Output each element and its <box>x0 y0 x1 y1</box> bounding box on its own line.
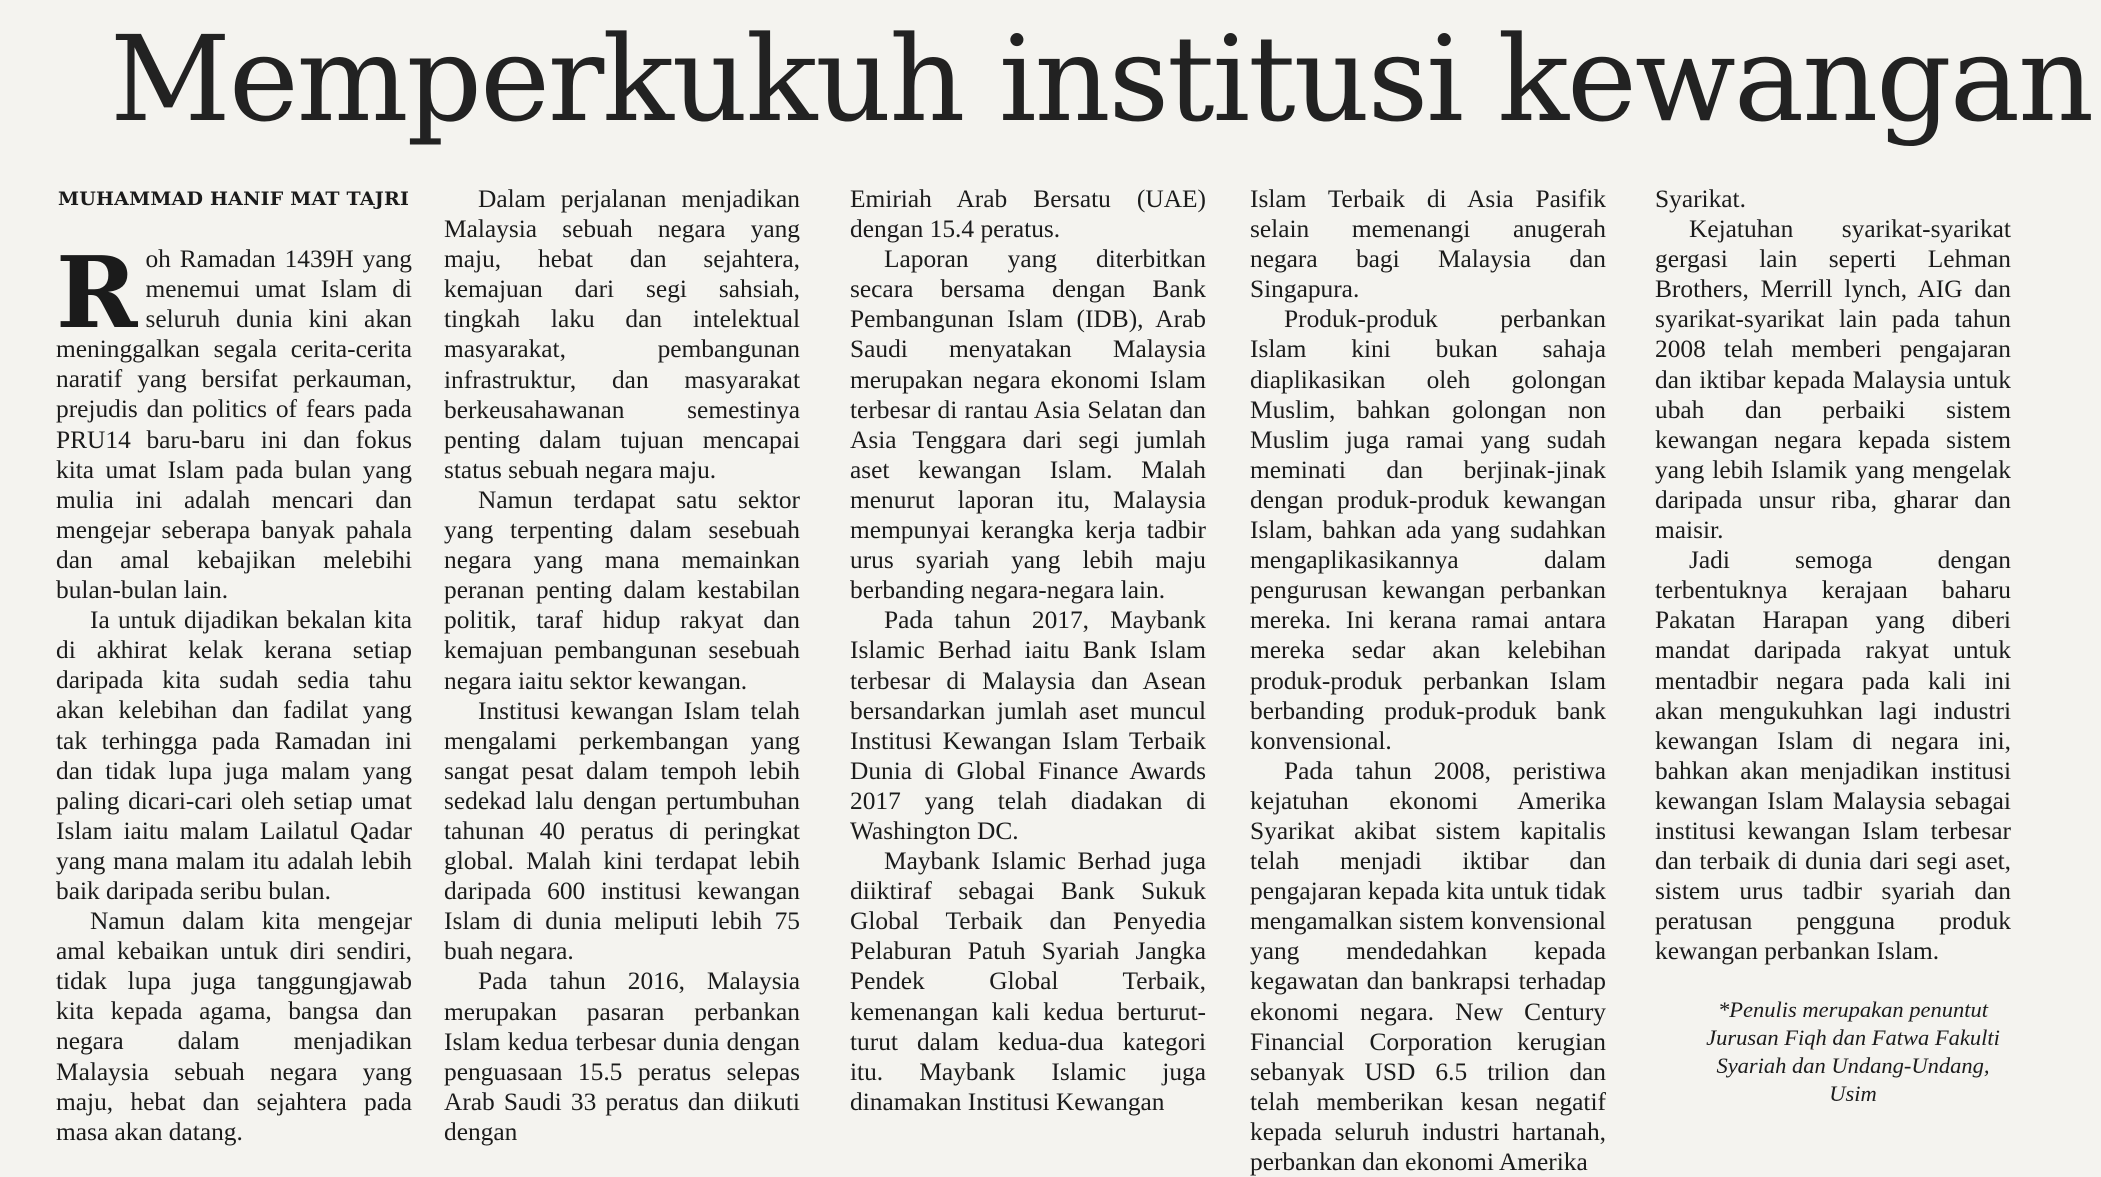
paragraph: Syarikat. <box>1655 185 1746 213</box>
byline: MUHAMMAD HANIF MAT TAJRI <box>58 188 410 210</box>
paragraph: Emiriah Arab Bersatu (UAE) dengan 15.4 peratus. <box>850 185 1206 244</box>
paragraph: Maybank Islamic Berhad juga diiktiraf sebagai Bank Sukuk Global Terbaik dan Penyedia Pelaburan Patuh Syariah Jangka Pendek Global Terbaik, kemenangan kali kedua berturut-turut dalam kedua-dua kategori itu. Maybank Islamic juga dinamakan Institusi Kewangan <box>850 847 1206 1116</box>
column-5 <box>1655 184 2011 966</box>
paragraph: Islam Terbaik di Asia Pasifik selain memenangi anugerah negara bagi Malaysia dan Singapura. <box>1250 185 1606 304</box>
paragraph: Dalam perjalanan menjadikan Malaysia sebuah negara yang maju, hebat dan sejahtera, kemajuan dari segi sahsiah, tingkah laku dan intelektual masyarakat, pembangunan infrastruktur, dan masyarakat berkeusahawanan semestinya penting dalam tujuan mencapai status sebuah negara maju. <box>444 185 800 484</box>
paragraph: Pada tahun 2008, peristiwa kejatuhan ekonomi Amerika Syarikat akibat sistem kapitalis telah menjadi iktibar dan pengajaran kepada kita untuk tidak mengamalkan sistem konvensional yang mendedahkan kepada kegawatan dan bankrapsi terhadap ekonomi negara. New Century Financial Corporation kerugian sebanyak USD 6.5 trilion dan telah memberikan kesan negatif kepada seluruh industri hartanah, perbankan dan ekonomi Amerika <box>1250 756 1606 1176</box>
paragraph: Namun terdapat satu sektor yang terpenting dalam sesebuah negara yang mana memainkan peranan penting dalam kestabilan politik, taraf hidup rakyat dan kemajuan pembangunan sesebuah negara iaitu sektor kewangan. <box>444 485 800 695</box>
drop-cap: R <box>56 236 138 351</box>
column-4 <box>1250 184 1606 1177</box>
column-1 <box>56 236 412 1147</box>
headline: Memperkukuh institusi kewangan <box>110 10 2093 148</box>
paragraph: Jadi semoga dengan terbentuknya kerajaan baharu Pakatan Harapan yang diberi mandat daripada rakyat untuk mentadbir negara pada kali ini akan mengukuhkan lagi industri kewangan Islam di negara ini, bahkan akan menjadikan institusi kewangan Islam Malaysia sebagai institusi kewangan Islam terbesar dan terbaik di dunia dari segi aset, sistem urus tadbir syariah dan peratusan pengguna produk kewangan perbankan Islam. <box>1655 546 2011 966</box>
paragraph: Kejatuhan syarikat-syarikat gergasi lain seperti Lehman Brothers, Merrill lynch, AIG dan syarikat-syarikat lain pada tahun 2008 telah memberi pengajaran dan iktibar kepada Malaysia untuk ubah dan perbaiki sistem kewangan negara kepada sistem yang lebih Islamik yang mengelak daripada unsur riba, gharar dan maisir. <box>1655 215 2011 545</box>
paragraph: Pada tahun 2016, Malaysia merupakan pasaran perbankan Islam kedua terbesar dunia dengan penguasaan 15.5 peratus selepas Arab Saudi 33 peratus dan diikuti dengan <box>444 967 800 1146</box>
paragraph: Institusi kewangan Islam telah mengalami perkembangan yang sangat pesat dalam tempoh lebih sedekad lalu dengan pertumbuhan tahunan 40 peratus di peringkat global. Malah kini terdapat lebih daripada 600 institusi kewangan Islam di dunia meliputi lebih 75 buah negara. <box>444 696 800 966</box>
paragraph: Produk-produk perbankan Islam kini bukan sahaja diaplikasikan oleh golongan Muslim, bahkan golongan non Muslim juga ramai yang sudah meminati dan berjinak-jinak dengan produk-produk kewangan Islam, bahkan ada yang sudahkan mengaplikasikannya dalam pengurusan kewangan perbankan mereka. Ini kerana ramai antara mereka sedar akan kelebihan produk-produk perbankan Islam berbanding produk-produk bank konvensional. <box>1250 305 1606 755</box>
paragraph: Ia untuk dijadikan bekalan kita di akhirat kelak kerana setiap daripada kita sudah sedia tahu akan kelebihan dan fadilat yang tak terhingga pada Ramadan ini dan tidak lupa juga malam yang paling dicari-cari oleh setiap umat Islam iaitu malam Lailatul Qadar yang mana malam itu adalah lebih baik daripada seribu bulan. <box>56 606 412 905</box>
author-note: *Penulis merupakan penuntut Jurusan Fiqh dan Fatwa Fakulti Syariah dan Undang-Undang, Usim <box>1706 997 2000 1106</box>
column-3 <box>850 184 1206 1117</box>
column-2 <box>444 184 800 1147</box>
paragraph: Pada tahun 2017, Maybank Islamic Berhad iaitu Bank Islam terbesar di Malaysia dan Asean bersandarkan jumlah aset muncul Institusi Kewangan Islam Terbaik Dunia di Global Finance Awards 2017 yang telah diadakan di Washington DC. <box>850 606 1206 845</box>
paragraph: Roh Ramadan 1439H yang menemui umat Islam di seluruh dunia kini akan meninggalkan segala cerita-cerita naratif yang bersifat perkauman, prejudis dan politics of fears pada PRU14 baru-baru ini dan fokus kita umat Islam pada bulan yang mulia ini adalah mencari dan mengejar seberapa banyak pahala dan amal kebajikan melebihi bulan-bulan lain. <box>56 236 412 605</box>
paragraph: Namun dalam kita mengejar amal kebaikan untuk diri sendiri, tidak lupa juga tanggungjawab kita kepada agama, bangsa dan negara dalam menjadikan Malaysia sebuah negara yang maju, hebat dan sejahtera pada masa akan datang. <box>56 907 412 1146</box>
paragraph: Laporan yang diterbitkan secara bersama dengan Bank Pembangunan Islam (IDB), Arab Saudi menyatakan Malaysia merupakan negara ekonomi Islam terbesar di rantau Asia Selatan dan Asia Tenggara dari segi jumlah aset kewangan Islam. Malah menurut laporan itu, Malaysia mempunyai kerangka kerja tadbir urus syariah yang lebih maju berbanding negara-negara lain. <box>850 245 1206 605</box>
